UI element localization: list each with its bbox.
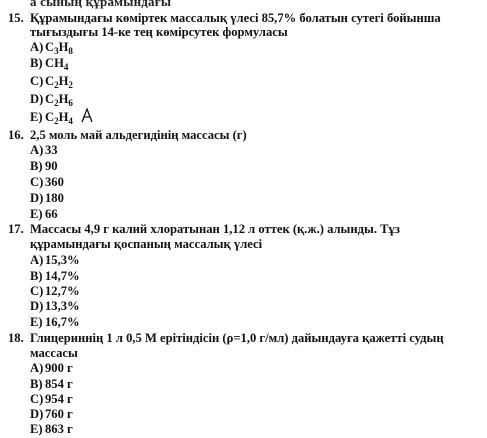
question-15-option-b[interactable]	[30, 56, 68, 70]
question-18-option-b[interactable]	[30, 377, 73, 391]
question-17-option-e[interactable]	[30, 315, 80, 329]
option-text: 12,7%	[45, 284, 80, 298]
question-17-line1: Массасы 4,9 г калий хлоратынан 1,12 л оттек (қ.ж.) алынды. Тұз	[30, 222, 400, 236]
option-text: 15,3%	[45, 253, 80, 267]
option-letter: D)	[30, 299, 44, 313]
formula: $C_2H_2$	[45, 74, 73, 90]
question-17-option-d[interactable]	[30, 299, 80, 313]
option-letter: B)	[30, 377, 43, 391]
question-15-option-e[interactable]	[30, 110, 73, 124]
question-17-text	[8, 222, 400, 236]
question-18-option-c[interactable]	[30, 392, 73, 406]
question-15-option-d[interactable]	[30, 92, 73, 106]
option-letter: B)	[30, 159, 43, 173]
formula: $C_3H_8$	[45, 40, 73, 56]
option-text: 900 г	[45, 361, 73, 375]
option-text: 180	[45, 191, 64, 205]
option-letter: D)	[30, 191, 44, 205]
cropped-header-text: а сының құрамындағы	[30, 0, 172, 9]
option-letter: A)	[30, 40, 44, 54]
question-16-number: 16.	[8, 128, 24, 142]
question-15-option-c[interactable]	[30, 74, 73, 88]
option-letter: E)	[30, 315, 43, 329]
question-16-text	[8, 128, 247, 142]
question-17-option-a[interactable]	[30, 253, 80, 267]
question-15-number: 15.	[8, 11, 24, 25]
question-16-option-a[interactable]	[30, 143, 58, 157]
question-16-option-d[interactable]	[30, 191, 64, 205]
option-letter: E)	[30, 110, 43, 124]
option-letter: E)	[30, 422, 43, 436]
option-text: 854 г	[45, 377, 73, 391]
option-text: 760 г	[45, 407, 73, 421]
option-text: 16,7%	[45, 315, 80, 329]
question-16-option-b[interactable]	[30, 159, 58, 173]
option-text: 66	[45, 207, 58, 221]
option-letter: C)	[30, 392, 44, 406]
question-18-line1: Глицериннің 1 л 0,5 М ерітіндісін (ρ=1,0 г/мл) дайындауға қажетті судың	[30, 331, 444, 345]
question-15-line2: тығыздығы 14-ке тең көмірсутек формуласы	[30, 25, 288, 39]
question-18-text	[8, 331, 444, 345]
option-letter: B)	[30, 56, 43, 70]
question-15-text	[8, 11, 441, 25]
question-17-line2: құрамындағы қоспаның массалық үлесі	[30, 237, 263, 251]
question-18-option-e[interactable]	[30, 422, 73, 436]
question-17-option-b[interactable]	[30, 269, 80, 283]
option-letter: C)	[30, 175, 44, 189]
option-text: 33	[45, 143, 58, 157]
option-letter: C)	[30, 74, 44, 88]
question-16-option-e[interactable]	[30, 207, 58, 221]
formula: $C_2H_4$	[45, 110, 73, 126]
question-18-number: 18.	[8, 331, 24, 345]
question-18-option-d[interactable]	[30, 407, 73, 421]
formula: $CH_4$	[45, 56, 69, 72]
option-letter: A)	[30, 253, 44, 267]
option-text: 14,7%	[45, 269, 80, 283]
question-15-line1: Құрамындағы көміртек массалық үлесі 85,7% болатын сутегі бойынша	[30, 11, 441, 25]
option-letter: A)	[30, 143, 44, 157]
formula: $C_2H_6$	[45, 92, 73, 108]
question-18-line2: массасы	[30, 346, 78, 360]
option-letter: B)	[30, 269, 43, 283]
question-17-option-c[interactable]	[30, 284, 80, 298]
option-letter: E)	[30, 207, 43, 221]
option-text: 360	[45, 175, 64, 189]
option-letter: D)	[30, 92, 44, 106]
question-18-option-a[interactable]	[30, 361, 73, 375]
question-17-number: 17.	[8, 222, 24, 236]
pen-mark-icon	[80, 107, 94, 123]
question-16-line1: 2,5 моль май альдегидінің массасы (г)	[30, 128, 247, 142]
question-15-option-a[interactable]	[30, 40, 73, 54]
option-text: 954 г	[45, 392, 73, 406]
option-letter: A)	[30, 361, 44, 375]
option-letter: C)	[30, 284, 44, 298]
option-letter: D)	[30, 407, 44, 421]
question-16-option-c[interactable]	[30, 175, 64, 189]
option-text: 90	[45, 159, 58, 173]
option-text: 13,3%	[45, 299, 80, 313]
option-text: 863 г	[45, 422, 73, 436]
